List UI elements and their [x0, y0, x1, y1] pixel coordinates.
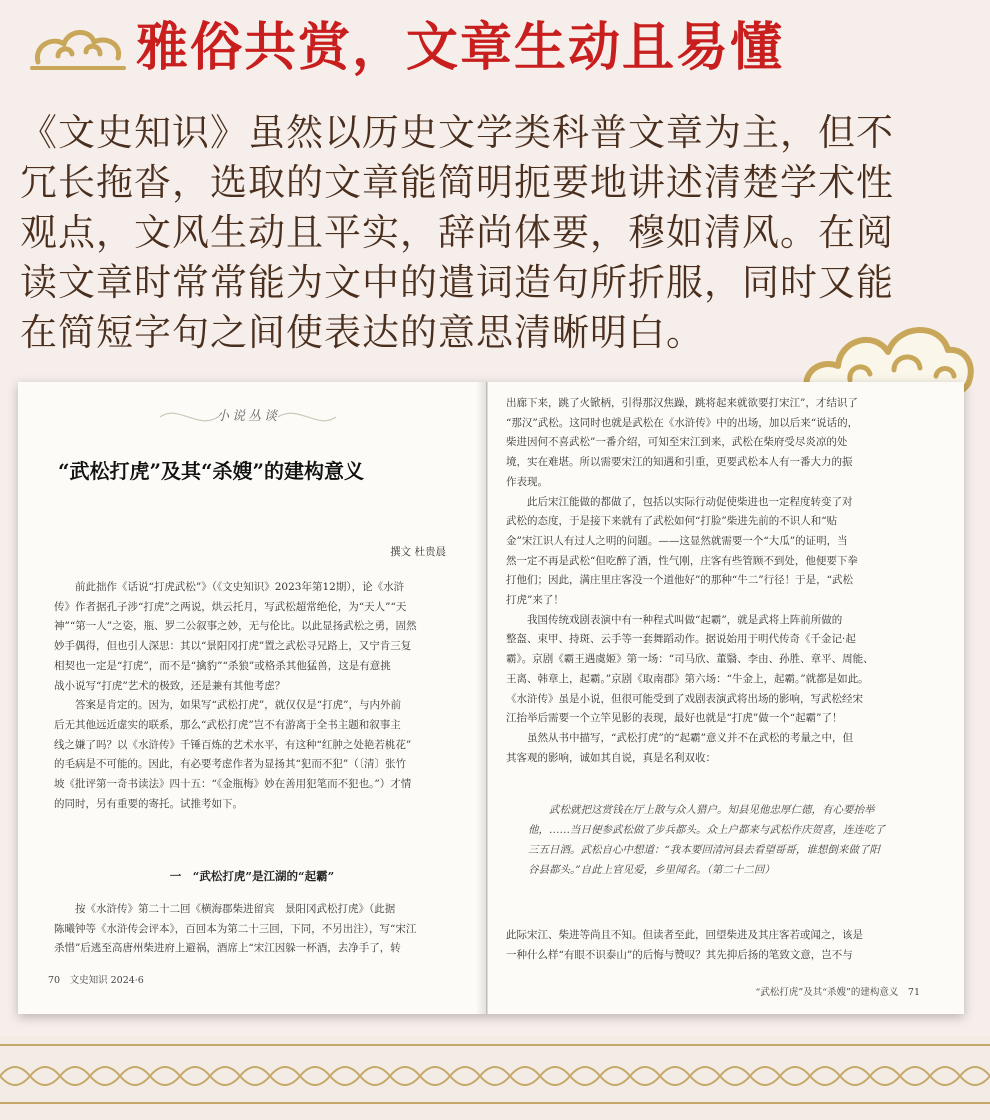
text-line: 江抬举后需要一个立竿见影的表现，最好也就是“打虎”做一个“起霸”了！ [506, 712, 843, 725]
book-page-left [18, 382, 487, 1014]
text-line: 此际宋江、柴进等尚且不知。但读者至此，回望柴进及其庄客若或闻之，该是 [506, 929, 863, 941]
text-line: 妙手偶得，但也引人深思：其以“景阳冈打虎”置之武松寻兄路上，又宁肯三复 [54, 640, 412, 653]
text-line: 金”宋江识人有过人之明的问题。——这显然就需要一个“大瓜”的证明，当 [506, 534, 848, 547]
text-line: 传》作者据孔子涉“打虎”之两说，烘云托月，写武松超常绝伦，为“天人”“天 [54, 600, 407, 613]
text-line: 相契也一定是“打虎”，而不是“擒豹”“杀狼”或格杀其他猛兽，这是有意挑 [54, 659, 391, 672]
text-line: 陈曦钟等《水浒传会评本》，百回本为第二十三回，下同，不另出注），写“宋江 [54, 922, 417, 935]
article-body [506, 926, 950, 965]
page-folio-right: “武松打虎”及其“杀嫂”的建构意义 71 [755, 987, 920, 998]
intro-line: 观点，文风生动且平实，辞尚体要，穆如清风。在阅 [20, 211, 894, 254]
intro-line: 在简短字句之间使表达的意思清晰明白。 [20, 311, 704, 354]
text-line: 战小说写“打虎”艺术的极致，还是兼有其他考虑？ [54, 679, 286, 692]
text-line: 出廊下来，跳了火锨柄，引得那汉焦躁，跳将起来就欲要打宋江”，才结识了 [506, 397, 858, 409]
article-body [54, 900, 466, 959]
scroll-pattern-icon [0, 1056, 990, 1096]
header [0, 0, 990, 96]
decorative-footer [0, 1036, 990, 1120]
text-line: 整盔、束甲、持斑、云手等一套舞蹈动作。据说始用于明代传奇《千金记·起 [506, 633, 856, 646]
text-line: 按《水浒传》第二十二回《横海郡柴进留宾 景阳冈武松打虎》（此据 [75, 903, 396, 915]
footer-rule [0, 1102, 990, 1104]
text-line: 我国传统戏剧表演中有一种程式叫做“起霸”，就是武将上阵前所做的 [527, 613, 843, 626]
text-line: 霸》。京剧《霸王遇虞姬》第一场：“司马欣、董翳、李由、孙胜、章平、周能、 [506, 653, 874, 666]
text-line: 后无其他远近虚实的联系，那么“武松打虎”岂不有游离于全书主题和叙事主 [54, 718, 401, 731]
text-line: 武松的态度，于是接下来就有了武松如何“打脸”柴进先前的不识人和“贴 [506, 515, 838, 528]
text-line: 王离、韩章上，起霸。”京剧《取南郡》第六场：“牛金上，起霸。”就都是如此。 [506, 672, 869, 685]
intro-line: 《文史知识》虽然以历史文学类科普文章为主，但不 [20, 111, 894, 154]
intro-line: 冗长拖沓，选取的文章能简明扼要地讲述清楚学术性 [20, 161, 894, 204]
text-line: 一种什么样“有眼不识泰山”的后悔与赞叹？其先抑后扬的笔致文意，岂不与 [506, 948, 853, 961]
text-line: 杀惜”后逃至高唐州柴进府上避祸，酒席上“宋江因躲一杯酒，去净手了，转 [54, 942, 401, 955]
quote-line: 武松就把这赏钱在厅上散与众人猎户。知县见他忠厚仁德，有心要抬举 [549, 804, 875, 816]
footer-rule [0, 1044, 990, 1046]
quote-line: 他，……当日便参武松做了步兵都头。众上户都来与武松作庆贺喜，连连吃了 [528, 824, 885, 836]
text-line: 《水浒传》虽是小说，但很可能受到了戏剧表演武将出场的影响，写武松经宋 [506, 692, 863, 705]
text-line: “那汉”武松。这同时也就是武松在《水浒传》中的出场，加以后来“说话的， [506, 416, 859, 429]
text-line: 然一定不再是武松“但吃醉了酒，性气刚，庄客有些管顾不到处，他便要下拳 [506, 554, 858, 567]
article-author: 撰文 杜贵晨 [390, 546, 446, 558]
text-line: 答案是肯定的。因为，如果写“武松打虎”，就仅仅是“打虎”，与内外前 [75, 699, 401, 712]
open-book-image [18, 382, 964, 1014]
text-line: 打虎”来了！ [506, 594, 564, 607]
section-heading: 一 “武松打虎”是江湖的“起霸” [169, 869, 335, 883]
text-line: 神”“第一人”之姿，瓶、罗二公叙事之妙，无与伦比。以此显扬武松之勇，固然 [54, 620, 417, 633]
text-line: 坡《批评第一奇书读法》四十五：“《金瓶梅》妙在善用犯笔而不犯也。”）才情 [54, 778, 412, 791]
page-headline: 雅俗共赏，文章生动且易懂 [136, 18, 785, 78]
text-line: 作表现。 [506, 475, 548, 488]
text-line: 线之嫌了吗？以《水浒传》千锤百炼的艺术水平，有这种“红肿之处艳若桃花” [54, 738, 412, 751]
column-label-text: 小说丛谈 [215, 409, 280, 424]
text-line: 前此拙作《话说“打虎武松”》（《文史知识》2023年第12期），论《水浒 [75, 581, 405, 593]
quote-line: 谷县都头。”自此上官见爱，乡里闻名。（第二十二回） [528, 864, 775, 876]
auspicious-cloud-icon [28, 22, 128, 78]
text-line: 此后宋江能做的都做了，包括以实际行动促使柴进也一定程度转变了对 [527, 495, 853, 508]
text-line: 其客观的影响，诚如其自说，真是名利双收： [506, 751, 716, 764]
text-line: 的同时，另有重要的寄托。试推考如下。 [54, 797, 243, 810]
book-page-right [488, 382, 964, 1014]
block-quote [528, 800, 932, 880]
article-body [506, 394, 950, 768]
quote-line: 三五日酒。武松自心中想道：“我本要回清河县去看望哥哥，谁想倒来做了阳 [528, 844, 880, 856]
article-body [54, 578, 466, 814]
article-title: “武松打虎”及其“杀嫂”的建构意义 [58, 459, 365, 483]
intro-line: 读文章时常常能为文中的遣词造句所折服，同时又能 [20, 261, 894, 304]
page-folio-left: 70 文史知识 2024·6 [48, 975, 144, 986]
text-line: 打他们；因此，满庄里庄客没一个道他好”的那种“牛二”行径！于是，“武松 [506, 574, 853, 587]
text-line: 的毛病是不可能的。因此，有必要考虑作者为显扬其“犯而不犯”（〔清〕张竹 [54, 758, 406, 771]
text-line: 虽然从书中描写，“武松打虎”的“起霸”意义并不在武松的考量之中，但 [527, 731, 853, 744]
text-line: 境，实在难堪。所以需要宋江的知遇和引重，更要武松本人有一番大力的振 [506, 456, 853, 469]
text-line: 柴进因何不喜武松”一番介绍，可知至宋江到来，武松在柴府受尽炎凉的处 [506, 436, 848, 449]
column-label [158, 402, 338, 432]
